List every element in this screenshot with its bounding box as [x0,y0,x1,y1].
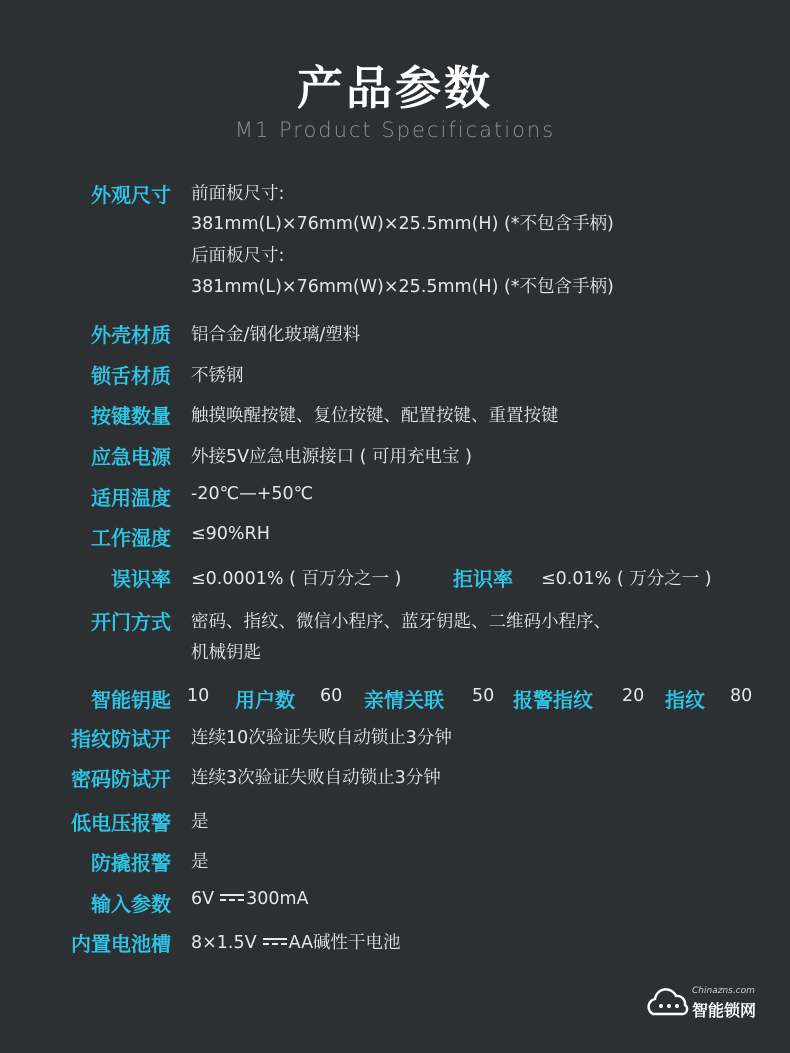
battery-value [191,929,401,954]
input-value [191,889,309,909]
smartkey-value: 10 [187,686,210,706]
input-label: 输入参数 [91,892,171,916]
alarm-fp-value: 20 [622,686,645,706]
unlock-line-2: 机械钥匙 [191,643,261,663]
fp-trial-label: 指纹防试开 [71,727,171,751]
page-title: 产品参数 [297,61,493,115]
bolt-value: 不锈钢 [191,366,244,386]
size-line-2: 381mm(L)×76mm(W)×25.5mm(H) (*不包含手柄) [191,214,614,234]
page-subtitle: M1 Product Specifications [234,118,556,142]
shell-label: 外壳材质 [91,323,171,347]
input-voltage: 6V [191,889,215,909]
far-value: ≤0.0001% ( 百万分之一 ) [191,569,402,589]
pw-trial-label: 密码防试开 [71,767,171,791]
fp-value: 80 [730,686,753,706]
watermark-name: 智能锁网 [692,1001,757,1020]
far-label: 误识率 [111,567,171,591]
shell-value: 铝合金/钢化玻璃/塑料 [191,325,361,345]
humidity-label: 工作湿度 [91,526,171,550]
battery-voltage: 8×1.5V [191,933,257,953]
pw-trial-value: 连续3次验证失败自动锁止3分钟 [191,768,441,788]
humidity-value: ≤90%RH [191,524,270,544]
keys-label: 按键数量 [91,404,171,428]
temp-value: -20℃—+50℃ [191,484,314,504]
emergency-label: 应急电源 [91,445,171,469]
dc-symbol-icon [220,892,244,902]
fp-label: 指纹 [665,688,705,712]
tamper-label: 防撬报警 [91,851,171,875]
family-value: 50 [472,686,495,706]
watermark-site: Chinazns.com [692,986,755,996]
keys-value: 触摸唤醒按键、复位按键、配置按键、重置按键 [191,406,559,426]
alarm-fp-label: 报警指纹 [513,688,593,712]
size-label: 外观尺寸 [91,183,171,207]
battery-label: 内置电池槽 [71,932,171,956]
smartkey-label: 智能钥匙 [91,688,171,712]
unlock-label: 开门方式 [91,610,171,634]
frr-value: ≤0.01% ( 万分之一 ) [541,569,712,589]
size-line-1: 前面板尺寸: [191,184,285,204]
tamper-value: 是 [191,852,209,872]
size-line-3: 后面板尺寸: [191,246,285,266]
users-label: 用户数 [235,688,295,712]
temp-label: 适用温度 [91,486,171,510]
fp-trial-value: 连续10次验证失败自动锁止3分钟 [191,728,452,748]
dc-symbol-icon [263,936,287,946]
lowbat-label: 低电压报警 [71,811,171,835]
size-line-4: 381mm(L)×76mm(W)×25.5mm(H) (*不包含手柄) [191,277,614,297]
input-current: 300mA [246,889,309,909]
users-value: 60 [320,686,343,706]
battery-type: AA碱性干电池 [288,933,401,953]
family-label: 亲情关联 [364,688,444,712]
frr-label: 拒识率 [453,567,513,591]
unlock-line-1: 密码、指纹、微信小程序、蓝牙钥匙、二维码小程序、 [191,612,611,632]
bolt-label: 锁舌材质 [91,364,171,388]
lowbat-value: 是 [191,812,209,832]
emergency-value: 外接5V应急电源接口 ( 可用充电宝 ) [191,447,472,467]
